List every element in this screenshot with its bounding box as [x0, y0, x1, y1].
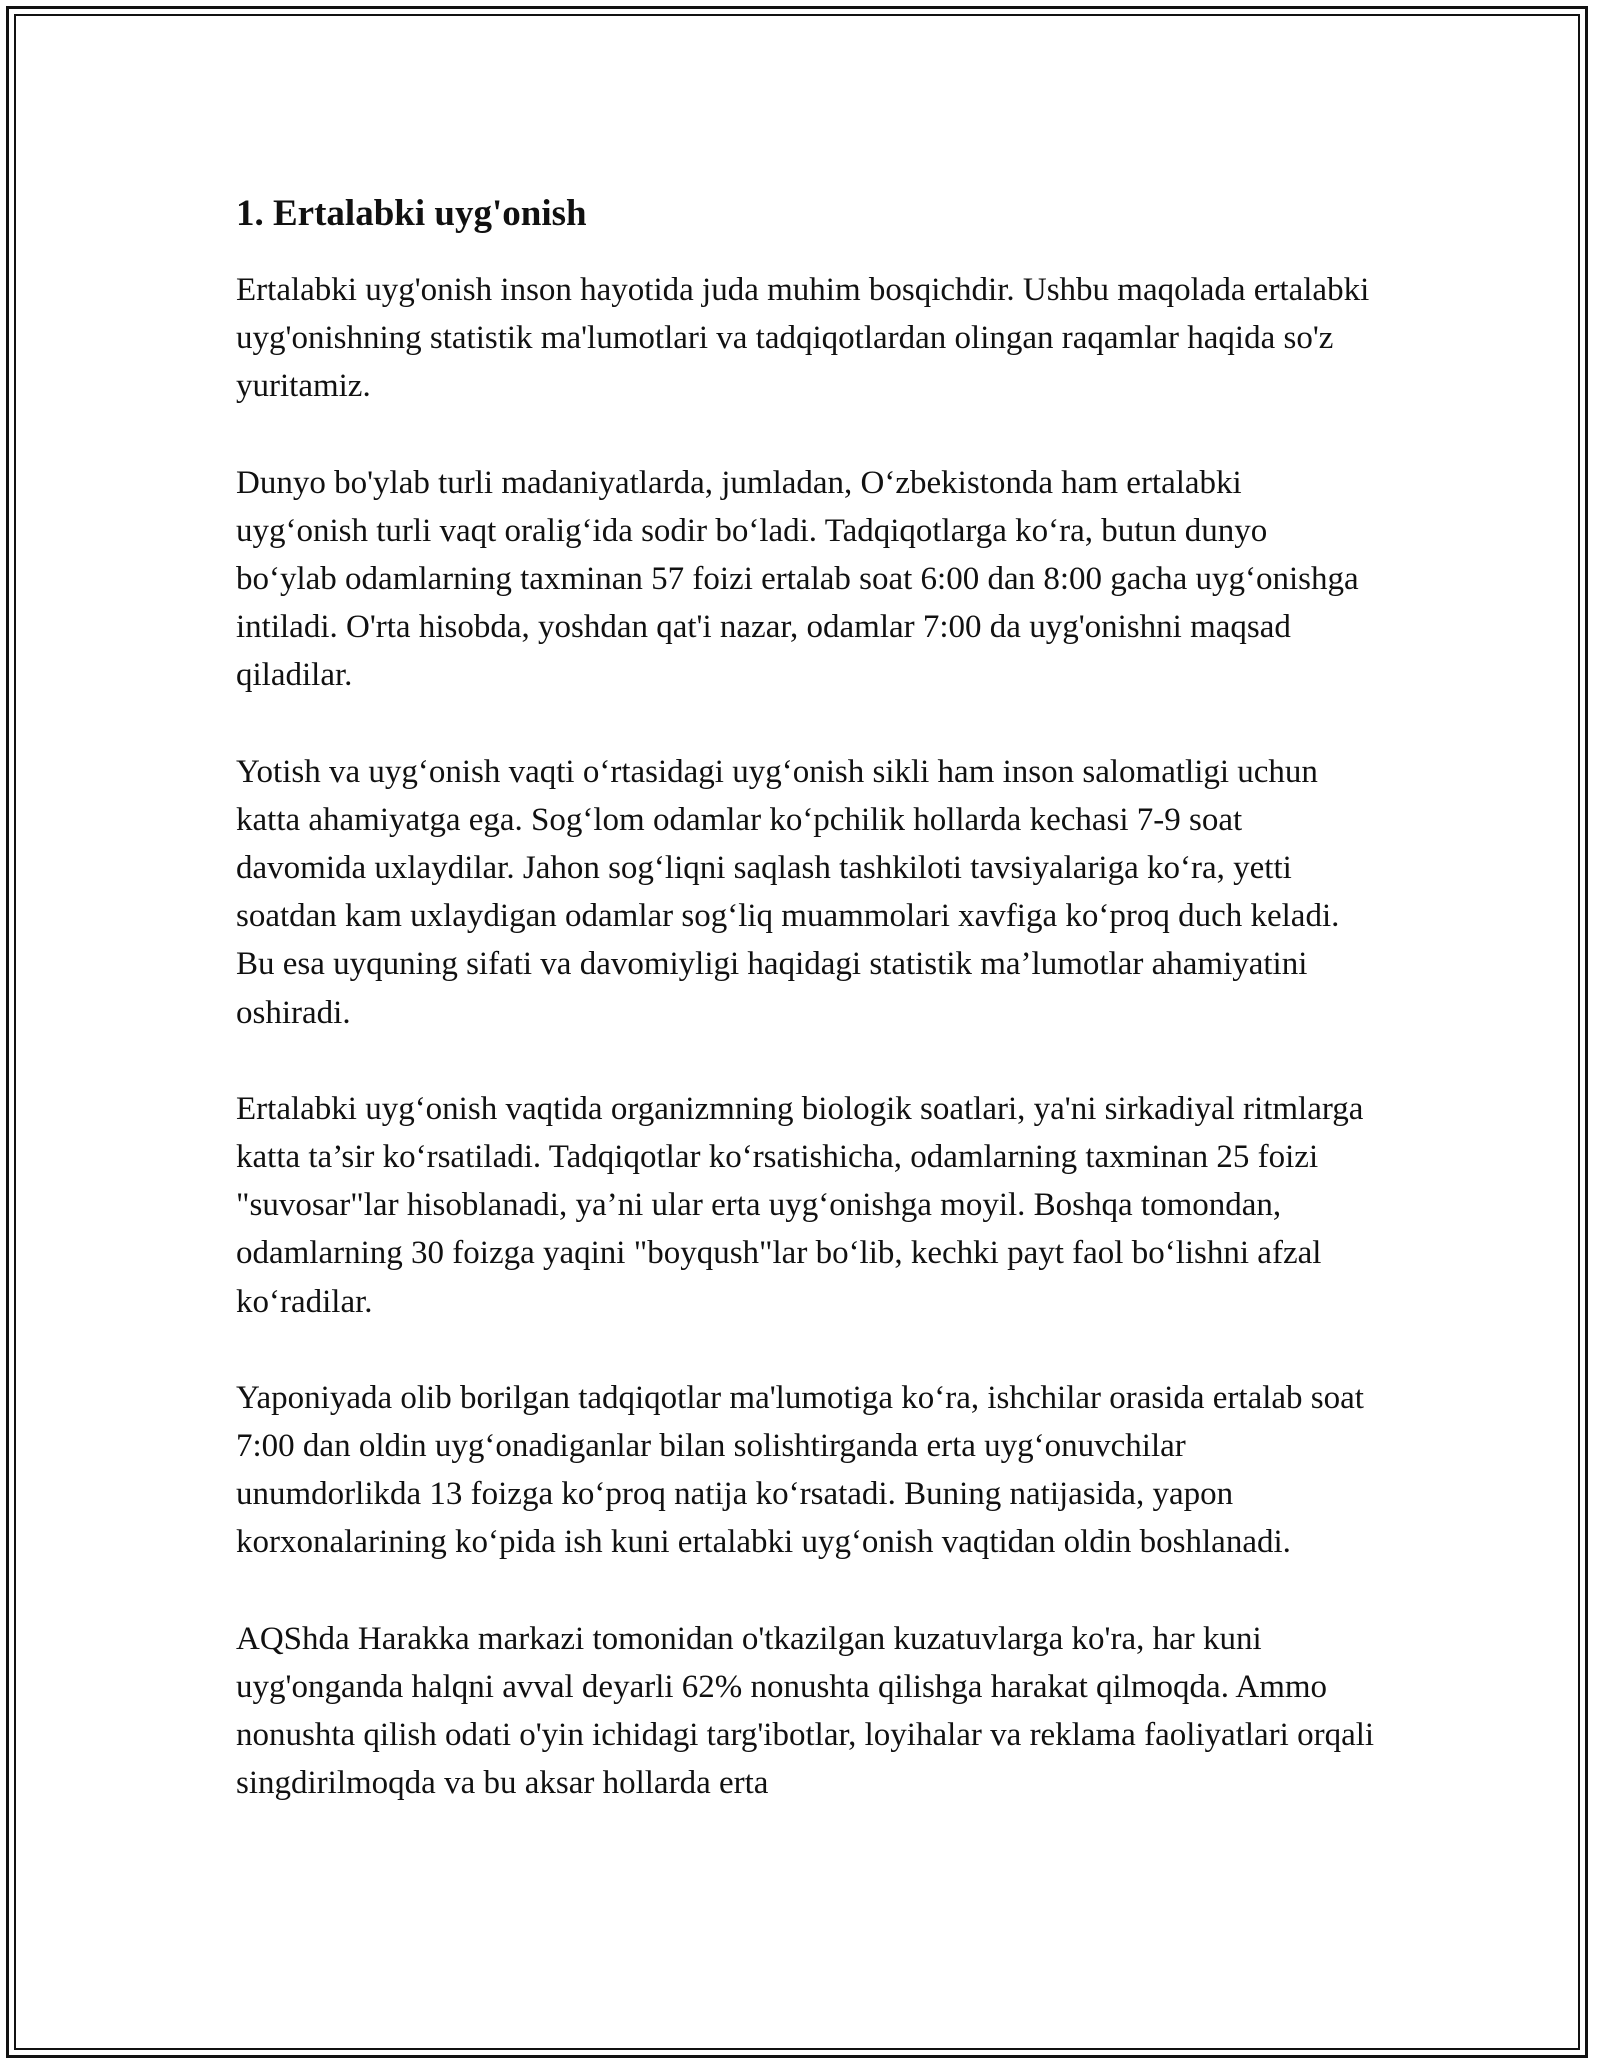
paragraph-japan-study: Yaponiyada olib borilgan tadqiqotlar ma'lumotiga ko‘ra, ishchilar orasida ertalab soat 7:00 dan oldin uyg‘onadiganlar bilan solishtirganda erta uyg‘onuvchilar unumdorlikda 13 foizga ko‘proq natija ko‘rsatadi. Buning natijasida, yapon korxonalarining ko‘pida ish kuni ertalabki uyg‘onish vaqtidan oldin boshlanadi.	[236, 1379, 1364, 1561]
paragraph-wake-times: Dunyo bo'ylab turli madaniyatlarda, jumladan, O‘zbekistonda ham ertalabki uyg‘onish turli vaqt oralig‘ida sodir bo‘ladi. Tadqiqotlarga ko‘ra, butun dunyo bo‘ylab odamlarning taxminan 57 foizi ertalab soat 6:00 dan 8:00 gacha uyg‘onishga intiladi. O'rta hisobda, yoshdan qat'i nazar, odamlar 7:00 da uyg'onishni maqsad qiladilar.	[236, 464, 1359, 694]
paragraph-circadian: Ertalabki uyg‘onish vaqtida organizmning biologik soatlari, ya'ni sirkadiyal ritmlarga katta ta’sir ko‘rsatiladi. Tadqiqotlar ko‘rsatishicha, odamlarning taxminan 25 foizi "suvosar"lar hisoblanadi, ya’ni ular erta uyg‘onishga moyil. Boshqa tomondan, odamlarning 30 foizga yaqini "boyqush"lar bo‘lib, kechki payt faol bo‘lishni afzal ko‘radilar.	[236, 1090, 1364, 1320]
paragraph-sleep-cycle: Yotish va uyg‘onish vaqti o‘rtasidagi uyg‘onish sikli ham inson salomatligi uchun katta ahamiyatga ega. Sog‘lom odamlar ko‘pchilik hollarda kechasi 7-9 soat davomida uxlaydilar. Jahon sog‘liqni saqlash tashkiloti tavsiyalariga ko‘ra, yetti soatdan kam uxlaydigan odamlar sog‘liq muammolari xavfiga ko‘proq duch keladi. Bu esa uyquning sifati va davomiyligi haqidagi statistik ma’lumotlar ahamiyatini oshiradi.	[236, 753, 1340, 1031]
section-heading: 1. Ertalabki uyg'onish	[236, 193, 587, 234]
paragraph-usa-breakfast: AQShda Harakka markazi tomonidan o'tkazilgan kuzatuvlarga ko'ra, har kuni uyg'onganda halqni avval deyarli 62% nonushta qilishga harakat qilmoqda. Ammo nonushta qilish odati o'yin ichidagi targ'ibotlar, loyihalar va reklama faoliyatlari orqali singdirilmoqda va bu aksar hollarda erta	[236, 1620, 1375, 1802]
document-body	[236, 186, 1376, 1855]
paragraph-intro: Ertalabki uyg'onish inson hayotida juda muhim bosqichdir. Ushbu maqolada ertalabki uyg'onishning statistik ma'lumotlari va tadqiqotlardan olingan raqamlar haqida so'z yuritamiz.	[236, 272, 1370, 405]
